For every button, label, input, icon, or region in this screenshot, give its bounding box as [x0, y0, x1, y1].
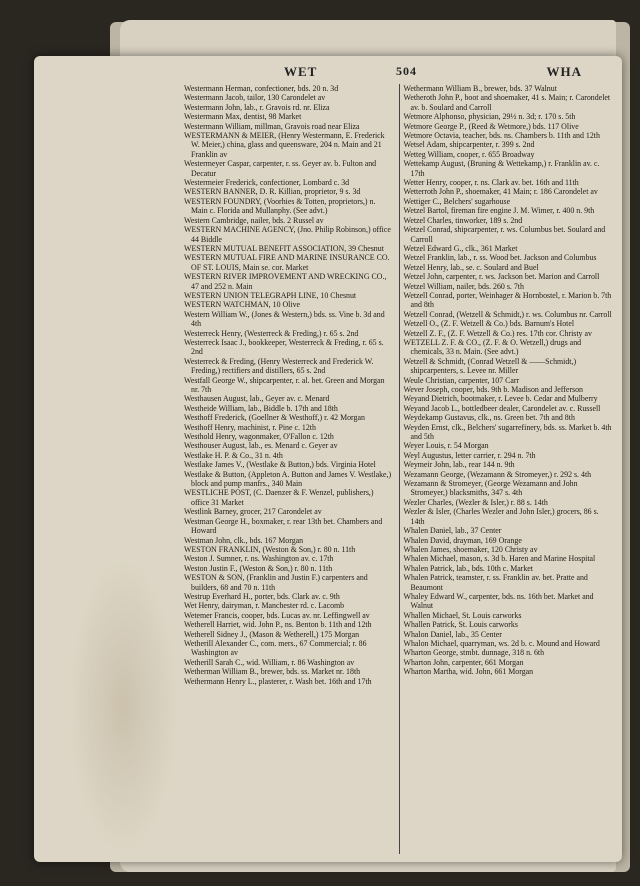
directory-entry: Whallen Michael, St. Louis carworks	[403, 610, 522, 620]
directory-entry: WESTERN MUTUAL BENEFIT ASSOCIATION, 39 Chesnut	[184, 243, 384, 253]
directory-entry: Westhold Henry, wagonmaker, O'Fallon c. 12th	[184, 432, 334, 442]
directory-entry: WESTERN BANNER, D. R. Killian, proprietor, 9 s. 3d	[184, 187, 361, 197]
directory-entry: Wetzel Conrad, shipcarpenter, r. ws. Columbus bet. Soulard and Carroll	[403, 225, 606, 244]
directory-entry: Wetherman William B., brewer, bds. ss. Market nr. 18th	[184, 667, 361, 677]
directory-entry: Wettekamp August, (Bruning & Wettekamp,) r. Franklin av. c. 17th	[403, 159, 600, 178]
directory-entry: Weyden Ernst, clk., Belchers' sugarrefinery, bds. ss. Market b. 4th and 5th	[403, 422, 612, 442]
directory-entry: Wetterroth John P., shoemaker, 41 Main; r. 186 Carondelet av	[403, 187, 598, 197]
directory-entry: Westermann John, lab., r. Gravois rd. nr. Eliza	[184, 102, 330, 112]
directory-entry: Wetherell Sidney J., (Mason & Wetherell,) 175 Morgan	[184, 629, 360, 639]
directory-entry: Weston Justin F., (Weston & Son,) r. 80 n. 11th	[184, 563, 333, 573]
directory-entry: Westerreck Isaac J., bookkeeper, Westerreck & Freding, r. 65 s. 2nd	[184, 337, 384, 357]
directory-entry: Wharton John, carpenter, 661 Morgan	[403, 657, 524, 667]
directory-entry: Westermann Max, dentist, 98 Market	[184, 112, 302, 122]
directory-entry: Westlake & Button, (Appleton A. Button and James V. Westlake,) block and pump manfrs., 340 Main	[184, 469, 392, 489]
directory-entry: Westlake H. P. & Co., 31 n. 4th	[184, 450, 283, 460]
directory-entry: Wetzell & Schmidt, (Conrad Wetzell & ——Schmidt,) shipcarpenters, s. Levee nr. Miller	[403, 356, 577, 376]
directory-entry: Wetteg William, cooper, r. 655 Broadway	[403, 149, 535, 159]
directory-columns	[184, 84, 612, 854]
directory-entry: Westermeier Frederick, confectioner, Lombard c. 3d	[184, 178, 350, 188]
directory-entry: WESTON FRANKLIN, (Weston & Son,) r. 80 n. 11th	[184, 544, 356, 554]
directory-entry: Weyl Augustus, letter carrier, r. 294 n. 7th	[403, 450, 536, 460]
directory-entry: Westhoff Frederick, (Goellner & Westhoff,) r. 42 Morgan	[184, 413, 365, 423]
left-column	[184, 84, 393, 854]
directory-entry: WESTERN WATCHMAN, 10 Olive	[184, 300, 301, 310]
directory-entry: Westman George H., boxmaker, r. rear 13th bet. Chambers and Howard	[184, 516, 383, 536]
directory-entry: Weule Christian, carpenter, 107 Carr	[403, 375, 520, 385]
directory-entry: Wezamann & Stromeyer, (George Wezamann and John Stromeyer,) blacksmiths, 347 s. 4th	[403, 479, 578, 498]
directory-entry: Whalon Michael, quarryman, ws. 2d b. c. Mound and Howard	[403, 638, 600, 648]
directory-entry: Westerreck & Freding, (Henry Westerreck and Frederick W. Freding,) rectifiers and distillers, 65 s. 2nd	[184, 356, 374, 376]
directory-entry: Weydekamp Gustavus, clk., ns. Green bet. 7th and 8th	[403, 413, 575, 423]
directory-entry: Wever Joseph, cooper, bds. 9th b. Madison and Jefferson	[403, 385, 583, 394]
directory-entry: Whaley Edward W., carpenter, bds. ns. 16th bet. Market and Walnut	[403, 591, 594, 611]
directory-entry: Westermann Herman, confectioner, bds. 20 n. 3d	[184, 84, 339, 93]
directory-entry: Wetzel William, nailer, bds. 260 s. 7th	[403, 281, 524, 291]
right-column	[399, 84, 613, 854]
directory-entry: Wezler Charles, (Wezler & Isler,) r. 88 s. 14th	[403, 497, 548, 507]
header-right-guide: WHA	[546, 64, 582, 79]
directory-entry: Westheide William, lab., Biddle b. 17th and 18th	[184, 403, 338, 413]
directory-entry: WESTERN UNION TELEGRAPH LINE, 10 Chesnut	[184, 290, 357, 300]
directory-entry: Wetzell Conrad, (Wetzell & Schmidt,) r. ws. Columbus nr. Carroll	[403, 309, 612, 319]
directory-entry: Westermann William, millman, Gravois road near Eliza	[184, 121, 360, 131]
directory-entry: Wetmore Octavia, teacher, bds. ns. Chambers b. 11th and 12th	[403, 131, 600, 141]
directory-entry: Whalen Patrick, teamster, r. ss. Franklin av. bet. Pratte and Beaumont	[403, 573, 588, 592]
directory-entry: Whalen James, shoemaker, 120 Christy av	[403, 544, 538, 554]
directory-entry: Wetemer Francis, cooper, bds. Lucas av. nr. Leffingwell av	[184, 610, 370, 620]
directory-entry: Whallen Patrick, St. Louis carworks	[403, 620, 518, 630]
directory-entry: Whalen David, drayman, 169 Orange	[403, 535, 522, 545]
directory-entry: Wharton George, stmbt. dunnage, 318 n. 6th	[403, 648, 545, 658]
directory-entry: Westman John, clk., bds. 167 Morgan	[184, 535, 304, 545]
page-header	[184, 64, 602, 82]
directory-entry: Wetheroth John P., boot and shoemaker, 41 s. Main; r. Carondelet av. b. Soulard and Carroll	[403, 93, 611, 112]
directory-entry: Weyand Jacob L., bottledbeer dealer, Carondelet av. c. Russell	[403, 403, 601, 413]
directory-entry: Weston J. Sumner, r. ns. Washington av. c. 17th	[184, 554, 334, 564]
directory-page	[34, 56, 622, 862]
directory-entry: Wetzel Bartol, fireman fire engine J. M. Wimer, r. 400 n. 9th	[403, 206, 595, 216]
directory-entry: Whalen Patrick, lab., bds. 10th c. Market	[403, 563, 534, 573]
directory-entry: Wethermann William B., brewer, bds. 37 Walnut	[403, 84, 557, 93]
directory-entry: WESTERN MUTUAL FIRE AND MARINE INSURANCE CO. OF ST. LOUIS, Main se. cor. Market	[184, 253, 390, 272]
page-number: 504	[396, 64, 417, 78]
directory-entry: Western William W., (Jones & Western,) bds. ss. Vine b. 3d and 4th	[184, 309, 385, 329]
directory-entry: WESTON & SON, (Franklin and Justin F.) carpenters and builders, 68 and 70 n. 11th	[184, 573, 368, 592]
directory-entry: Wetherell Harriet, wid. John P., ns. Benton b. 11th and 12th	[184, 620, 372, 630]
header-left-guide: WET	[284, 64, 318, 79]
directory-entry: Weyand Dietrich, bootmaker, r. Levee b. Cedar and Mulberry	[403, 394, 598, 404]
directory-entry: WESTERN MACHINE AGENCY, (Jno. Philip Robinson,) office 44 Biddle	[184, 225, 391, 244]
directory-entry: WESTERN FOUNDRY, (Voorhies & Totten, proprietors,) n. Main c. Florida and Mullanphy. (See advt.)	[184, 196, 376, 216]
directory-entry: Wetsel Adam, shipcarpenter, r. 399 s. 2nd	[403, 140, 535, 150]
page-stain	[68, 556, 178, 856]
directory-entry: Whalen Daniel, lab., 37 Center	[403, 526, 502, 536]
directory-entry: Wetmore George P., (Reed & Wetmore,) bds. 117 Olive	[403, 121, 579, 131]
directory-entry: Westermann Jacob, tailor, 130 Carondelet av	[184, 93, 326, 103]
directory-entry: Wezamann George, (Wezamann & Stromeyer,) r. 292 s. 4th	[403, 469, 592, 479]
directory-entry: Wetherill Sarah C., wid. William, r. 86 Washington av	[184, 657, 355, 667]
directory-entry: Wet Henry, dairyman, r. Manchester rd. c. Lacomb	[184, 601, 345, 611]
directory-entry: Western Cambridge, nailer, bds. 2 Russel av	[184, 215, 324, 225]
directory-entry: Weymeir John, lab., rear 144 n. 9th	[403, 460, 515, 470]
directory-entry: Wetter Henry, cooper, r. ns. Clark av. bet. 16th and 11th	[403, 178, 579, 188]
directory-entry: WESTERMANN & MEIER, (Henry Westermann, E. Frederick W. Meier,) china, glass and queensware, 204 n. Main and 21 Franklin av	[184, 131, 385, 159]
directory-entry: Wetherill Alexander C., com. mers., 67 Commercial; r. 86 Washington av	[184, 638, 367, 658]
directory-entry: Wetzel Edward G., clk., 361 Market	[403, 243, 518, 253]
directory-entry: Wetzell O., (Z. F. Wetzell & Co.) bds. Barnum's Hotel	[403, 319, 575, 329]
directory-entry: Wethermann Henry L., plasterer, r. Wash bet. 16th and 17th	[184, 676, 372, 686]
directory-entry: WESTERN RIVER IMPROVEMENT AND WRECKING CO., 47 and 252 n. Main	[184, 272, 387, 291]
directory-entry: Westlake James V., (Westlake & Button,) bds. Virginia Hotel	[184, 460, 376, 470]
directory-entry: Wetzel John, carpenter, r. ws. Jackson bet. Marion and Carroll	[403, 272, 600, 282]
directory-entry: Whalen Michael, mason, s. 3d b. Haren and Marine Hospital	[403, 554, 596, 564]
directory-entry: Wetmore Alphonso, physician, 29½ n. 3d; r. 170 s. 5th	[403, 112, 576, 122]
directory-entry: Weyer Louis, r. 54 Morgan	[403, 441, 489, 451]
directory-entry: Westlink Barney, grocer, 217 Carondelet av	[184, 507, 322, 517]
directory-entry: Wezler & Isler, (Charles Wezler and John Isler,) grocers, 86 s. 14th	[403, 507, 599, 526]
directory-entry: Wetzel Franklin, lab., r. ss. Wood bet. Jackson and Columbus	[403, 253, 597, 263]
directory-entry: Westfall George W., shipcarpenter, r. al. bet. Green and Morgan nr. 7th	[184, 375, 385, 394]
directory-entry: Westermeyer Caspar, carpenter, r. ss. Geyer av. b. Fulton and Decatur	[184, 159, 377, 178]
directory-entry: Wharton Martha, wid. John, 661 Morgan	[403, 667, 534, 677]
directory-entry: Wetzell Conrad, porter, Weinhager & Hornbostel, r. Marion b. 7th and 8th	[403, 290, 612, 310]
directory-entry: Wetzel Charles, tinworker, 189 s. 2nd	[403, 215, 523, 225]
directory-entry: Westhouser August, lab., es. Menard c. Geyer av	[184, 441, 338, 451]
directory-entry: Westrup Everhard H., porter, bds. Clark av. c. 9th	[184, 591, 340, 601]
directory-entry: WESTLICHE POST, (C. Daenzer & F. Wenzel, publishers,) office 31 Market	[184, 488, 374, 507]
directory-entry: Westhoff Henry, machinist, r. Pine c. 12th	[184, 422, 316, 432]
directory-entry: Westhausen August, lab., Geyer av. c. Menard	[184, 394, 330, 404]
directory-entry: Whalon Daniel, lab., 35 Center	[403, 629, 502, 639]
directory-entry: Westerreck Henry, (Westerreck & Freding,) r. 65 s. 2nd	[184, 328, 359, 338]
directory-entry: Wetzell Z. F., (Z. F. Wetzell & Co.) res. 17th cor. Christy av	[403, 328, 592, 338]
directory-entry: Wetzel Henry, lab., se. c. Soulard and Buel	[403, 262, 539, 272]
directory-entry: WETZELL Z. F. & CO., (Z. F. & O. Wetzell,) drugs and chemicals, 33 n. Main. (See advt.)	[403, 337, 582, 357]
directory-entry: Wettiger C., Belchers' sugarhouse	[403, 196, 511, 206]
